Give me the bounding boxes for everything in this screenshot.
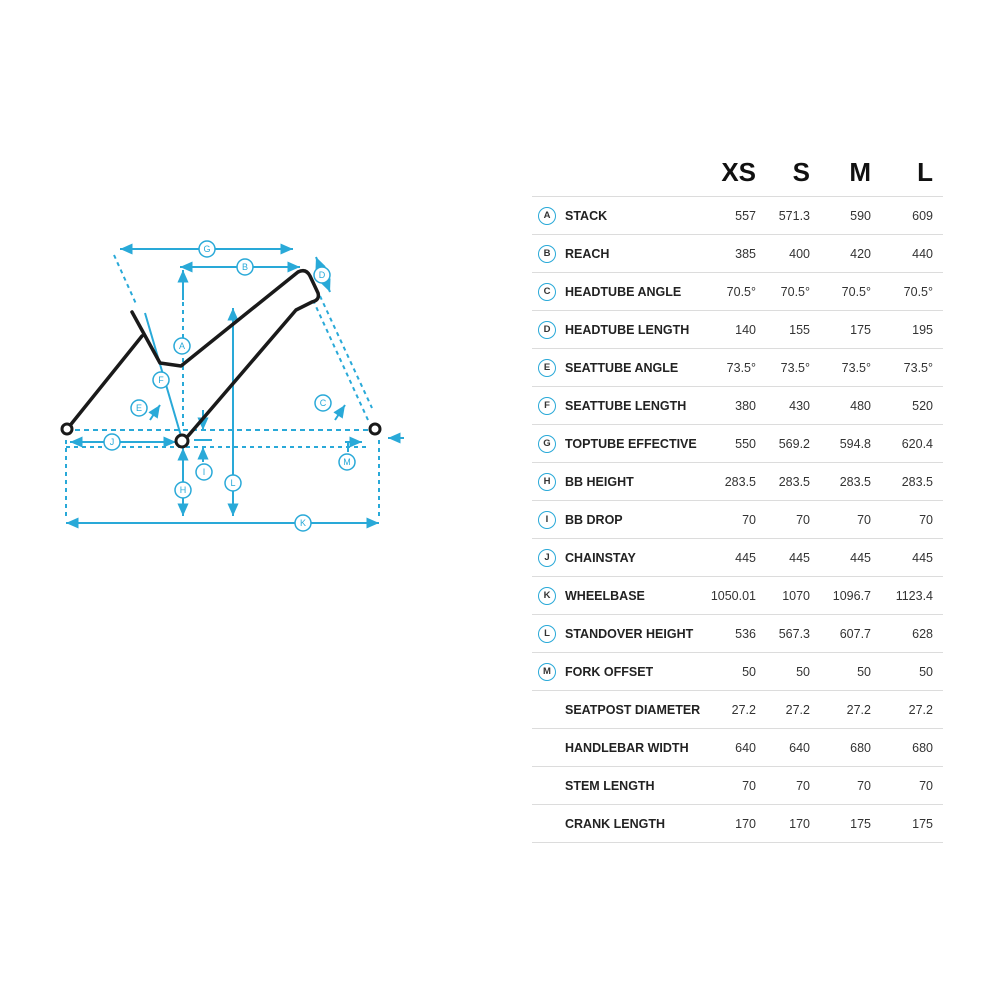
table-row	[532, 501, 943, 539]
row-label: BB HEIGHT	[562, 463, 710, 501]
size-header-l: L	[917, 157, 933, 187]
row-badge-cell	[532, 539, 562, 577]
value-l: 609	[881, 197, 943, 235]
value-l: 620.4	[881, 425, 943, 463]
row-badge-cell	[532, 729, 562, 767]
badge-b-text: B	[241, 262, 249, 272]
size-header-s: S	[792, 157, 810, 187]
table-row	[532, 387, 943, 425]
value-l: 70.5°	[881, 273, 943, 311]
row-badge: A	[538, 207, 556, 225]
value-s: 430	[766, 387, 820, 425]
value-xs: 550	[710, 425, 766, 463]
badge-d	[314, 267, 330, 283]
table-row	[532, 197, 943, 235]
value-s: 70	[766, 501, 820, 539]
row-badge: E	[538, 359, 556, 377]
value-m: 50	[820, 653, 881, 691]
row-label: FORK OFFSET	[562, 653, 710, 691]
row-badge: K	[538, 587, 556, 605]
row-badge-cell	[532, 767, 562, 805]
row-badge: G	[538, 435, 556, 453]
badge-j	[104, 434, 120, 450]
badge-m	[339, 454, 355, 470]
value-xs: 70	[710, 767, 766, 805]
badge-m-text: M	[343, 457, 351, 467]
badge-k	[295, 515, 311, 531]
row-badge-cell	[532, 615, 562, 653]
row-badge-cell	[532, 653, 562, 691]
row-badge-cell	[532, 235, 562, 273]
row-badge-cell	[532, 387, 562, 425]
size-header-xs: XS	[721, 157, 756, 187]
value-m: 420	[820, 235, 881, 273]
row-label: TOPTUBE EFFECTIVE	[562, 425, 710, 463]
value-l: 520	[881, 387, 943, 425]
size-header-m: M	[849, 157, 871, 187]
row-label: BB DROP	[562, 501, 710, 539]
value-s: 73.5°	[766, 349, 820, 387]
value-xs: 283.5	[710, 463, 766, 501]
table-row	[532, 729, 943, 767]
value-s: 155	[766, 311, 820, 349]
table-row	[532, 273, 943, 311]
geometry-table	[532, 150, 943, 843]
value-m: 480	[820, 387, 881, 425]
badge-g	[199, 241, 215, 257]
row-badge: J	[538, 549, 556, 567]
badge-k-text: K	[299, 518, 307, 528]
value-xs: 73.5°	[710, 349, 766, 387]
row-badge-cell	[532, 463, 562, 501]
value-l: 73.5°	[881, 349, 943, 387]
row-badge-cell	[532, 425, 562, 463]
value-s: 70	[766, 767, 820, 805]
value-s: 170	[766, 805, 820, 843]
geometry-diagram	[40, 220, 420, 540]
row-badge-cell	[532, 691, 562, 729]
table-row	[532, 615, 943, 653]
badge-j-text: J	[109, 437, 115, 447]
badge-i-text: I	[202, 467, 206, 477]
badge-l	[225, 475, 241, 491]
row-badge-cell	[532, 805, 562, 843]
value-m: 283.5	[820, 463, 881, 501]
row-badge-cell	[532, 577, 562, 615]
value-l: 27.2	[881, 691, 943, 729]
value-m: 594.8	[820, 425, 881, 463]
value-l: 70	[881, 501, 943, 539]
row-badge: H	[538, 473, 556, 491]
value-l: 445	[881, 539, 943, 577]
row-badge-cell	[532, 501, 562, 539]
value-xs: 385	[710, 235, 766, 273]
badge-d-text: D	[318, 270, 326, 280]
value-xs: 140	[710, 311, 766, 349]
row-label: WHEELBASE	[562, 577, 710, 615]
value-s: 567.3	[766, 615, 820, 653]
value-m: 70	[820, 767, 881, 805]
value-m: 590	[820, 197, 881, 235]
row-badge-cell	[532, 273, 562, 311]
value-xs: 170	[710, 805, 766, 843]
row-badge: D	[538, 321, 556, 339]
value-xs: 70.5°	[710, 273, 766, 311]
value-s: 400	[766, 235, 820, 273]
value-s: 27.2	[766, 691, 820, 729]
table-row	[532, 463, 943, 501]
row-label: CHAINSTAY	[562, 539, 710, 577]
value-s: 569.2	[766, 425, 820, 463]
value-xs: 380	[710, 387, 766, 425]
row-label: STACK	[562, 197, 710, 235]
value-s: 640	[766, 729, 820, 767]
value-s: 283.5	[766, 463, 820, 501]
value-xs: 640	[710, 729, 766, 767]
badge-c-text: C	[319, 398, 327, 408]
size-header-row	[532, 150, 943, 197]
row-label: SEATPOST DIAMETER	[562, 691, 710, 729]
value-m: 175	[820, 805, 881, 843]
row-badge-cell	[532, 197, 562, 235]
badge-g-text: G	[203, 244, 211, 254]
value-l: 50	[881, 653, 943, 691]
row-badge: L	[538, 625, 556, 643]
value-m: 445	[820, 539, 881, 577]
value-xs: 557	[710, 197, 766, 235]
value-s: 445	[766, 539, 820, 577]
value-xs: 70	[710, 501, 766, 539]
value-s: 70.5°	[766, 273, 820, 311]
row-label: SEATTUBE ANGLE	[562, 349, 710, 387]
value-m: 175	[820, 311, 881, 349]
row-badge: B	[538, 245, 556, 263]
value-m: 607.7	[820, 615, 881, 653]
bike-frame	[68, 271, 318, 436]
row-badge-cell	[532, 349, 562, 387]
table-row	[532, 349, 943, 387]
value-m: 70	[820, 501, 881, 539]
value-s: 1070	[766, 577, 820, 615]
table-row	[532, 691, 943, 729]
row-label: STEM LENGTH	[562, 767, 710, 805]
value-l: 628	[881, 615, 943, 653]
badge-f	[153, 372, 169, 388]
value-m: 73.5°	[820, 349, 881, 387]
badge-a	[174, 338, 190, 354]
badge-a-text: A	[178, 341, 186, 351]
value-l: 70	[881, 767, 943, 805]
table-row	[532, 653, 943, 691]
row-badge: F	[538, 397, 556, 415]
badge-e-text: E	[135, 403, 143, 413]
badge-h	[175, 482, 191, 498]
row-label: HEADTUBE LENGTH	[562, 311, 710, 349]
value-l: 283.5	[881, 463, 943, 501]
table-row	[532, 425, 943, 463]
value-xs: 1050.01	[710, 577, 766, 615]
value-xs: 536	[710, 615, 766, 653]
table-row	[532, 767, 943, 805]
row-label: REACH	[562, 235, 710, 273]
value-xs: 445	[710, 539, 766, 577]
value-s: 571.3	[766, 197, 820, 235]
badge-e	[131, 400, 147, 416]
value-l: 195	[881, 311, 943, 349]
table-row	[532, 805, 943, 843]
header-label-spacer	[562, 150, 710, 197]
geometry-table-body	[532, 197, 943, 843]
value-xs: 50	[710, 653, 766, 691]
row-badge-cell	[532, 311, 562, 349]
header-spacer	[532, 150, 562, 197]
badge-b	[237, 259, 253, 275]
value-m: 680	[820, 729, 881, 767]
value-l: 680	[881, 729, 943, 767]
table-row	[532, 577, 943, 615]
row-label: STANDOVER HEIGHT	[562, 615, 710, 653]
badge-l-text: L	[230, 478, 236, 488]
row-label: CRANK LENGTH	[562, 805, 710, 843]
table-row	[532, 311, 943, 349]
value-m: 1096.7	[820, 577, 881, 615]
row-badge: C	[538, 283, 556, 301]
value-xs: 27.2	[710, 691, 766, 729]
table-row	[532, 539, 943, 577]
badge-h-text: H	[179, 485, 187, 495]
badge-c	[315, 395, 331, 411]
badge-i	[196, 464, 212, 480]
value-l: 440	[881, 235, 943, 273]
row-badge: I	[538, 511, 556, 529]
table-row	[532, 235, 943, 273]
value-l: 1123.4	[881, 577, 943, 615]
row-label: SEATTUBE LENGTH	[562, 387, 710, 425]
row-badge: M	[538, 663, 556, 681]
value-m: 27.2	[820, 691, 881, 729]
value-s: 50	[766, 653, 820, 691]
row-label: HEADTUBE ANGLE	[562, 273, 710, 311]
value-l: 175	[881, 805, 943, 843]
row-label: HANDLEBAR WIDTH	[562, 729, 710, 767]
badge-f-text: F	[158, 375, 164, 385]
value-m: 70.5°	[820, 273, 881, 311]
